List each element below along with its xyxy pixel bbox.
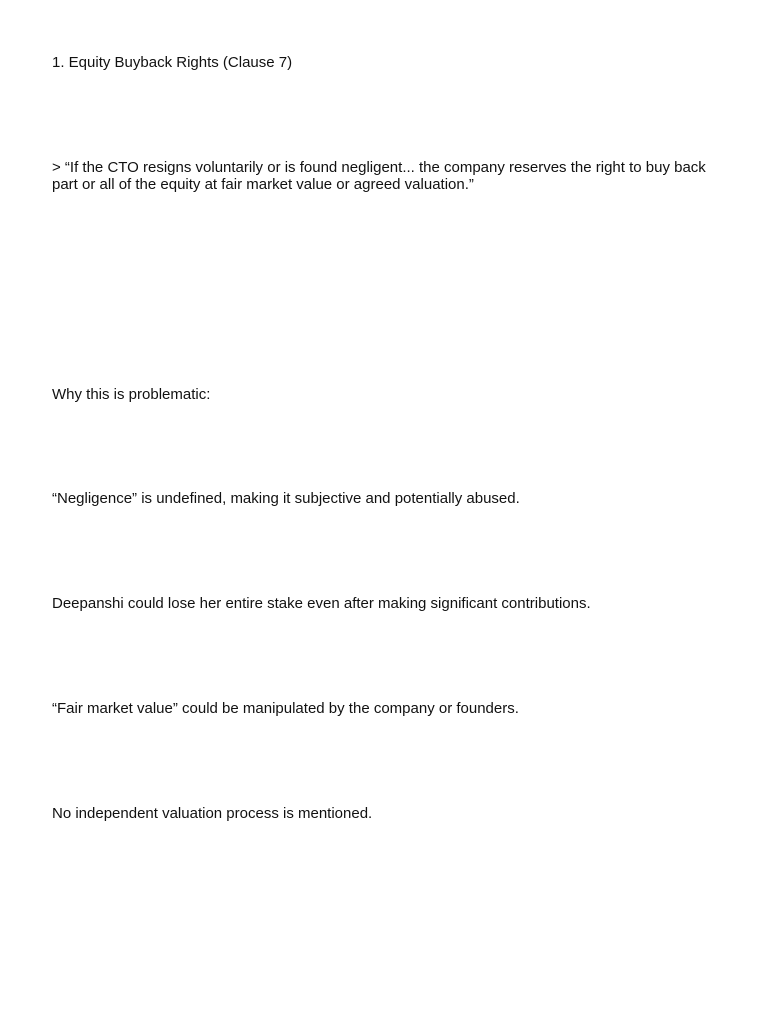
section-heading: 1. Equity Buyback Rights (Clause 7) [52, 54, 293, 71]
problem-point: No independent valuation process is mentioned. [52, 805, 373, 822]
clause-quote: > “If the CTO resigns voluntarily or is found negligent... the company reserves the right to buy back part or all of the equity at fair market value or agreed valuation.” [52, 159, 706, 193]
why-problematic-heading: Why this is problematic: [52, 386, 211, 403]
problem-point: “Negligence” is undefined, making it subjective and potentially abused. [52, 490, 520, 507]
problem-point: Deepanshi could lose her entire stake even after making significant contributions. [52, 595, 591, 612]
problem-point: “Fair market value” could be manipulated by the company or founders. [52, 700, 519, 717]
